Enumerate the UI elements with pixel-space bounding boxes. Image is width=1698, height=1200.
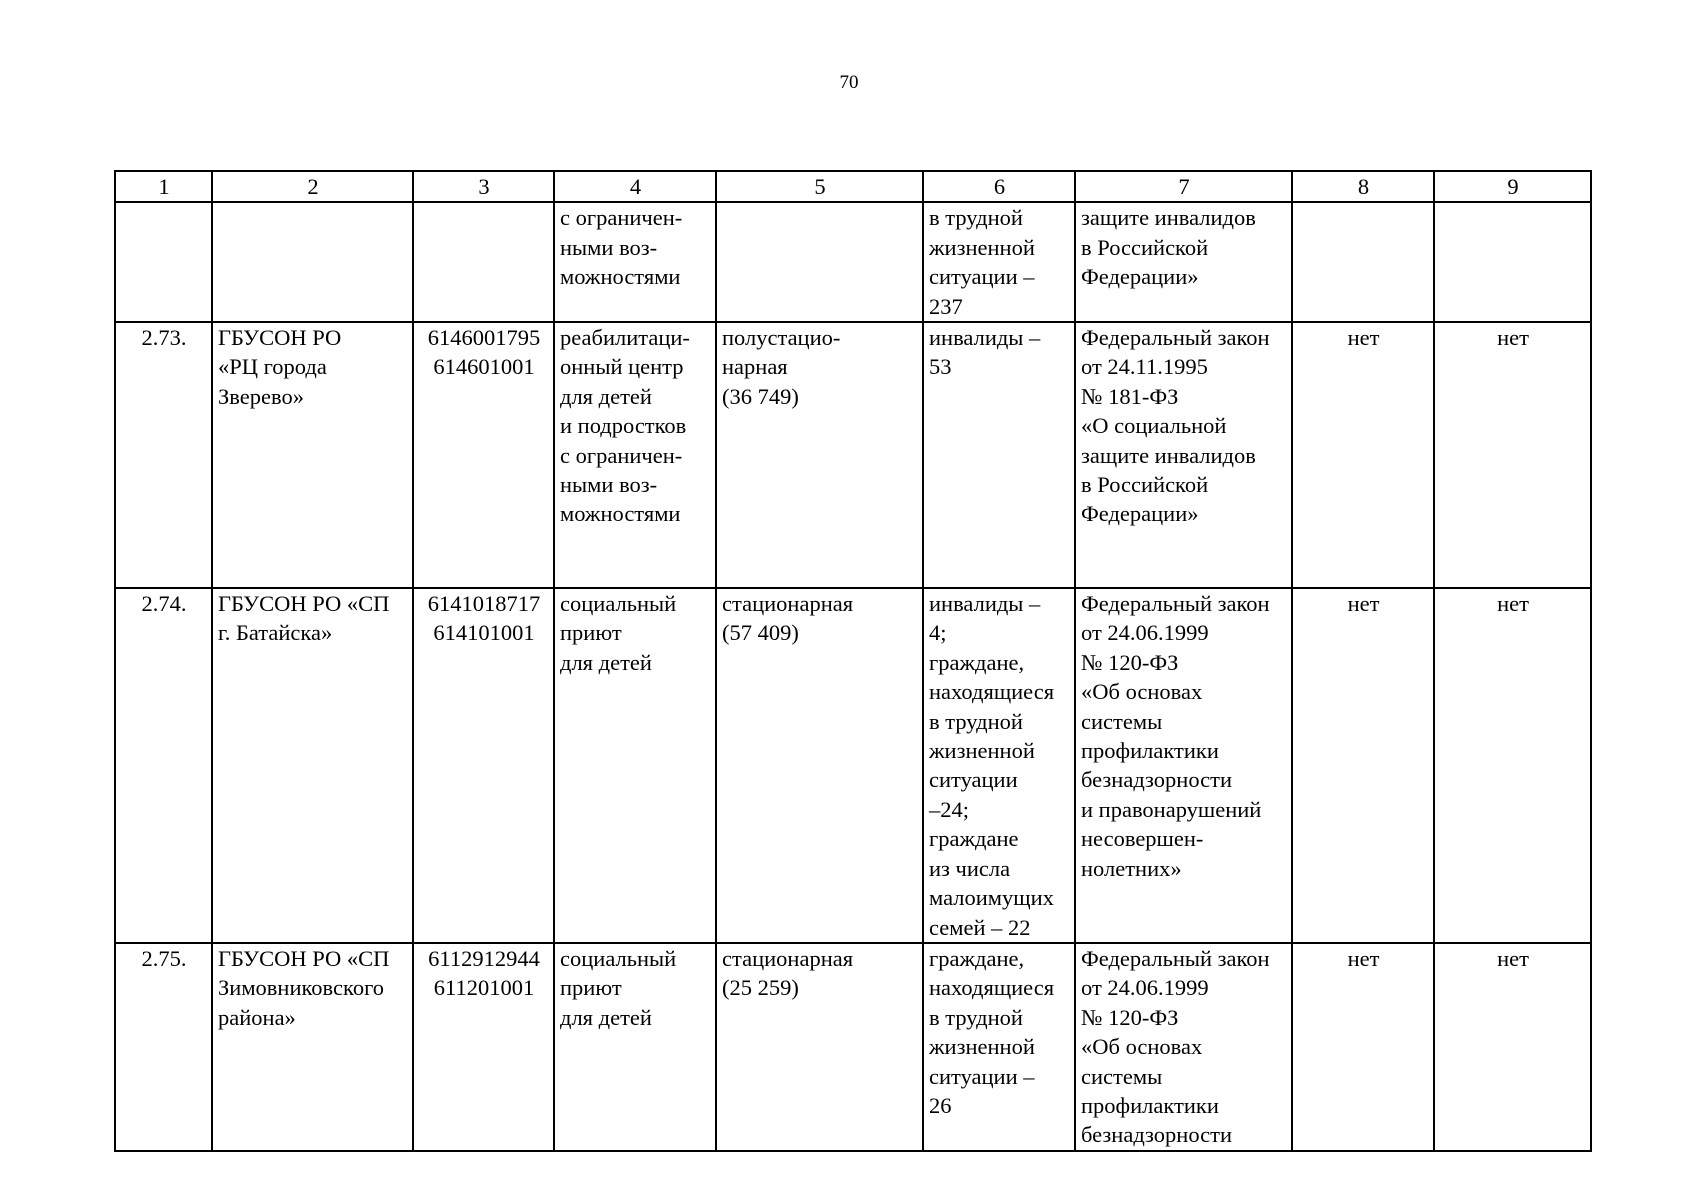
cell-recipients: в трудной жизненной ситуации – 237: [923, 202, 1075, 322]
header-col-7: 7: [1075, 171, 1292, 202]
header-row: [115, 171, 1591, 202]
header-col-4: 4: [554, 171, 716, 202]
header-col-6: 6: [923, 171, 1075, 202]
cell-col-8: нет: [1292, 322, 1434, 588]
header-col-8: 8: [1292, 171, 1434, 202]
cell-inn-kpp: 6146001795 614601001: [413, 322, 554, 588]
cell-recipients: инвалиды – 53: [923, 322, 1075, 588]
cell-col-9: нет: [1434, 943, 1591, 1151]
cell-service-form: [716, 202, 923, 322]
cell-inn-kpp: 6141018717 614101001: [413, 588, 554, 943]
header-col-2: 2: [212, 171, 413, 202]
cell-institution-name: ГБУСОН РО «СП г. Батайска»: [212, 588, 413, 943]
cell-legal-basis: Федеральный закон от 24.06.1999 № 120-ФЗ «Об основах системы профилактики безнадзорности: [1075, 943, 1292, 1151]
cell-col-8: [1292, 202, 1434, 322]
header-col-9: 9: [1434, 171, 1591, 202]
cell-inn-kpp: [413, 202, 554, 322]
cell-legal-basis: защите инвалидов в Российской Федерации»: [1075, 202, 1292, 322]
cell-inn-kpp: 6112912944 611201001: [413, 943, 554, 1151]
cell-col-8: нет: [1292, 943, 1434, 1151]
cell-recipients: граждане, находящиеся в трудной жизненной ситуации – 26: [923, 943, 1075, 1151]
table-row: [115, 943, 1591, 1151]
page-number: 70: [839, 72, 859, 93]
cell-institution-name: [212, 202, 413, 322]
header-col-1: 1: [115, 171, 212, 202]
table-row: [115, 588, 1591, 943]
cell-legal-basis: Федеральный закон от 24.06.1999 № 120-ФЗ «Об основах системы профилактики безнадзорности и правонарушений несовершен- нолетних»: [1075, 588, 1292, 943]
cell-col-9: нет: [1434, 588, 1591, 943]
cell-col-9: [1434, 202, 1591, 322]
cell-col-9: нет: [1434, 322, 1591, 588]
cell-institution-type: социальный приют для детей: [554, 588, 716, 943]
cell-institution-type: социальный приют для детей: [554, 943, 716, 1151]
cell-institution-type: реабилитаци- онный центр для детей и подростков с ограничен- ными воз- можностями: [554, 322, 716, 588]
registry-table: [114, 170, 1592, 1152]
cell-service-form: полустацио- нарная (36 749): [716, 322, 923, 588]
cell-service-form: стационарная (57 409): [716, 588, 923, 943]
cell-number: 2.75.: [115, 943, 212, 1151]
cell-institution-type: с ограничен- ными воз- можностями: [554, 202, 716, 322]
table-row: [115, 322, 1591, 588]
cell-number: 2.73.: [115, 322, 212, 588]
cell-institution-name: ГБУСОН РО «СП Зимовниковского района»: [212, 943, 413, 1151]
header-col-5: 5: [716, 171, 923, 202]
cell-number: 2.74.: [115, 588, 212, 943]
table-row: [115, 202, 1591, 322]
cell-col-8: нет: [1292, 588, 1434, 943]
cell-number: [115, 202, 212, 322]
cell-service-form: стационарная (25 259): [716, 943, 923, 1151]
cell-recipients: инвалиды – 4; граждане, находящиеся в трудной жизненной ситуации –24; граждане из числа малоимущих семей – 22: [923, 588, 1075, 943]
cell-institution-name: ГБУСОН РО «РЦ города Зверево»: [212, 322, 413, 588]
cell-legal-basis: Федеральный закон от 24.11.1995 № 181-ФЗ «О социальной защите инвалидов в Российской Федерации»: [1075, 322, 1292, 588]
header-col-3: 3: [413, 171, 554, 202]
